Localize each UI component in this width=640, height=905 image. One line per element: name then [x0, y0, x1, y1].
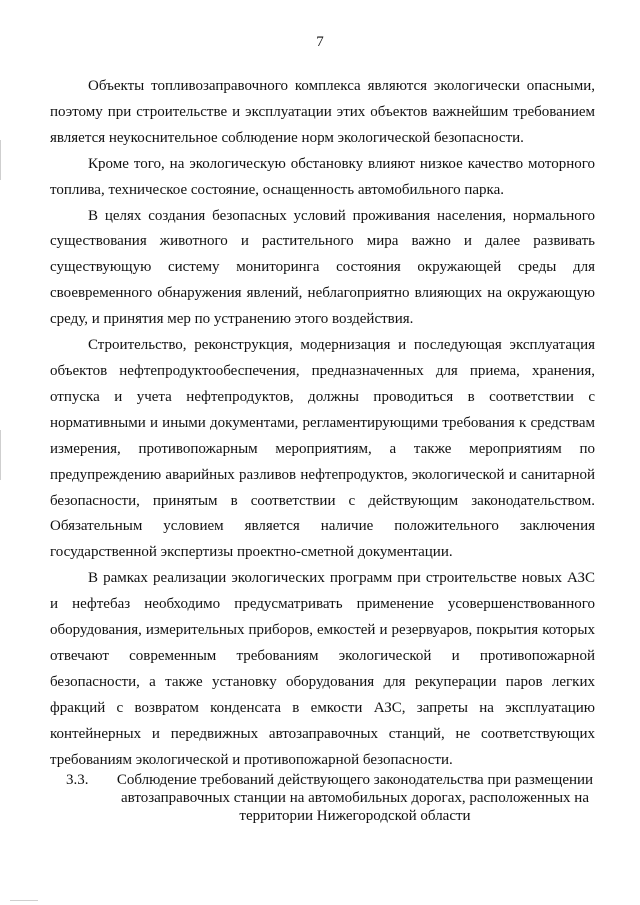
paragraph-construction-requirements: Строительство, реконструкция, модернизация и последующая эксплуатация объектов нефтепродуктообеспечения, предназначенных для приема, хранения, отпуска и учета нефтепродуктов, должны проводиться в соответствии с нормативными и иными документами, регламентирующими требования к средствам измерения, противопожарным мероприятиям, а также мероприятиям по предупреждению аварийных разливов нефтепродуктов, экологической и санитарной безопасности, принятым в соответствии с действующим законодательством. Обязательным условием является наличие положительного заключения государственной экспертизы проектно-сметной документации. [50, 337, 595, 561]
scan-edge-mark-bottom [10, 900, 38, 901]
section-heading [66, 771, 596, 825]
scan-edge-mark-left [0, 140, 1, 180]
scan-edge-mark-left-lower [0, 430, 1, 480]
paragraph-fuel-quality: Кроме того, на экологическую обстановку влияют низкое качество моторного топлива, техническое состояние, оснащенность автомобильного парка. [50, 155, 595, 198]
page-number: 7 [316, 34, 324, 50]
section-number: 3.3. [66, 772, 89, 788]
section-title: Соблюдение требований действующего законодательства при размещении автозаправочных станции на автомобильных дорогах, расположенных на территории Нижегородской области [116, 772, 594, 824]
paragraph-monitoring-system: В целях создания безопасных условий проживания населения, нормального существования животного и растительного мира важно и далее развивать существующую систему мониторинга состояния окружающей среды для своевременного обнаружения явлений, неблагоприятно влияющих на окружающую среду, и принятия мер по устранению этого воздействия. [50, 207, 595, 328]
paragraph-environmental-hazard: Объекты топливозаправочного комплекса являются экологически опасными, поэтому при строительстве и эксплуатации этих объектов важнейшим требованием является неукоснительное соблюдение норм экологической безопасности. [50, 78, 595, 146]
paragraph-ecological-programs: В рамках реализации экологических программ при строительстве новых АЗС и нефтебаз необходимо предусматривать применение усовершенствованного оборудования, измерительных приборов, емкостей и резервуаров, покрытия которых отвечают современным требованиям экологической и противопожарной безопасности, а также установку оборудования для рекуперации паров легких фракций с возвратом конденсата в емкости АЗС, запреты на эксплуатацию контейнерных и передвижных автозаправочных станций, не соответствующих требованиям экологической и противопожарной безопасности. [50, 570, 595, 768]
body-text [50, 74, 595, 773]
